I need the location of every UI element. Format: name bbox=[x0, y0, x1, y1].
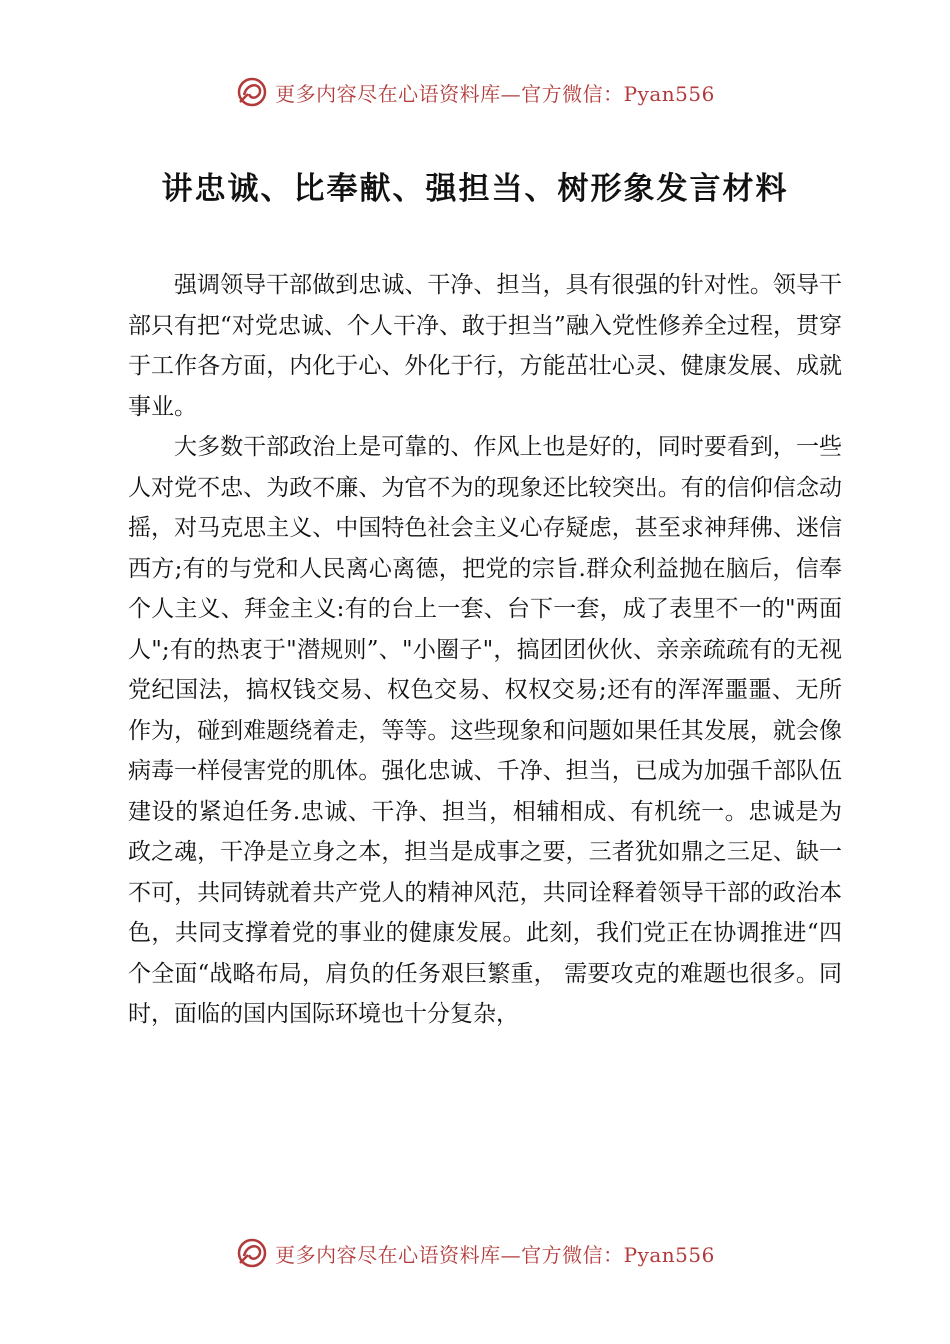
paragraph: 强调领导干部做到忠诚、干净、担当，具有很强的针对性。领导干部只有把“对党忠诚、个人干净、敢于担当”融入党性修养全过程，贯穿于工作各方面，内化于心、外化于行，方能茁壮心灵、健康发展、成就事业。 bbox=[128, 272, 842, 420]
swirl-logo-icon bbox=[235, 75, 269, 109]
swirl-logo-icon bbox=[235, 1236, 269, 1270]
document-body bbox=[128, 265, 842, 1035]
document-title: 讲忠诚、比奉献、强担当、树形象发言材料 bbox=[161, 171, 789, 207]
banner-text: 更多内容尽在心语资料库—官方微信：Pyan556 bbox=[275, 81, 715, 106]
footer-banner bbox=[0, 1231, 950, 1275]
header-banner bbox=[0, 70, 950, 114]
paragraph: 大多数干部政治上是可靠的、作风上也是好的，同时要看到，一些人对党不忠、为政不廉、为官不为的现象还比较突出。有的信仰信念动摇，对马克思主义、中国特色社会主义心存疑虑，甚至求神拜佛、迷信西方;有的与党和人民离心离德，把党的宗旨.群众利益抛在脑后，信奉个人主义、拜金主义:有的台上一套、台下一套，成了表里不一的"两面人";有的热衷于"潜规则”、"小圈子"，搞团团伙伙、亲亲疏疏有的无视党纪国法，搞权钱交易、权色交易、权权交易;还有的浑浑噩噩、无所作为，碰到难题绕着走，等等。这些现象和问题如果任其发展，就会像病毒一样侵害党的肌体。强化忠诚、千净、担当，已成为加强千部队伍建设的紧迫任务.忠诚、干净、担当，相辅相成、有机统一。忠诚是为政之魂，干净是立身之本，担当是成事之要，三者犹如鼎之三足、缺一不可，共同铸就着共产党人的精神风范，共同诠释着领导干部的政治本色，共同支撑着党的事业的健康发展。此刻，我们党正在协调推进“四个全面“战略布局，肩负的任务艰巨繁重， 需要攻克的难题也很多。同时，面临的国内国际环境也十分复杂， bbox=[128, 434, 842, 1027]
banner-text: 更多内容尽在心语资料库—官方微信：Pyan556 bbox=[275, 1242, 715, 1267]
